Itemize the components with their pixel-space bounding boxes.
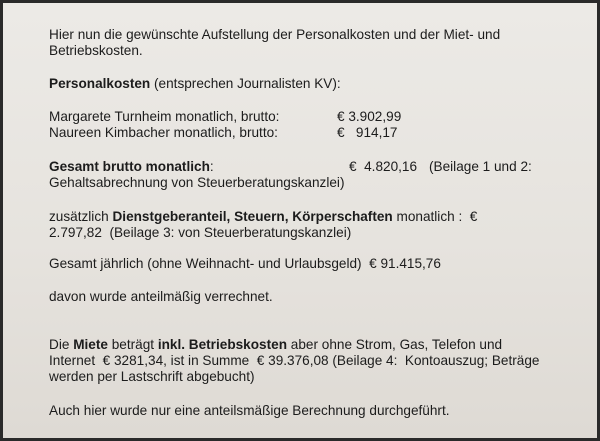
closing-note: Auch hier wurde nur eine anteilsmäßige Berechnung durchgeführt. [49,403,450,418]
personal-heading-bold: Personalkosten [49,76,151,91]
total-colon: : [209,159,214,174]
rent-1-d: inkl. Betriebskosten [157,337,287,352]
personal-heading-rest: (entsprechen Journalisten KV): [150,76,341,91]
proportional-note: davon wurde anteilmäßig verrechnet. [49,289,273,304]
employee-2-label: Naureen Kimbacher monatlich, brutto: [49,125,278,140]
extra-costs-line-2: 2.797,82 (Beilage 3: von Steuerberatungskanzlei) [49,225,352,240]
extra-prefix: zusätzlich [49,209,113,224]
rent-line-1 [49,337,502,353]
total-label [49,159,214,175]
document-page [3,3,597,438]
personal-heading [49,76,341,92]
extra-suffix: monatlich : € [392,209,478,224]
rent-1-c: beträgt [107,337,158,352]
employee-1-label: Margarete Turnheim monatlich, brutto: [49,109,280,124]
employee-1-amount: € 3.902,99 [337,109,402,124]
employee-2-amount: € 914,17 [337,125,398,140]
extra-bold: Dienstgeberanteil, Steuern, Körperschaften [112,209,393,224]
total-note-line-2: Gehaltsabrechnung von Steuerberatungskanzlei) [49,175,345,190]
total-label-bold: Gesamt brutto monatlich [49,159,210,174]
extra-costs-line-1 [49,209,477,225]
rent-line-2: Internet € 3281,34, ist in Summe € 39.376,08 (Beilage 4: Kontoauszug; Beträge [49,353,540,368]
total-note: (Beilage 1 und 2: [429,159,532,174]
intro-line-1: Hier nun die gewünschte Aufstellung der Personalkosten und der Miet- und [49,27,501,42]
yearly-total: Gesamt jährlich (ohne Weihnacht- und Urlaubsgeld) € 91.415,76 [49,256,441,271]
rent-line-3: werden per Lastschrift abgebucht) [49,369,255,384]
rent-1-e: aber ohne Strom, Gas, Telefon und [287,337,503,352]
rent-1-a: Die [49,337,74,352]
total-amount: € 4.820,16 [349,159,418,174]
rent-1-b: Miete [73,337,108,352]
intro-line-2: Betriebskosten. [49,43,143,58]
